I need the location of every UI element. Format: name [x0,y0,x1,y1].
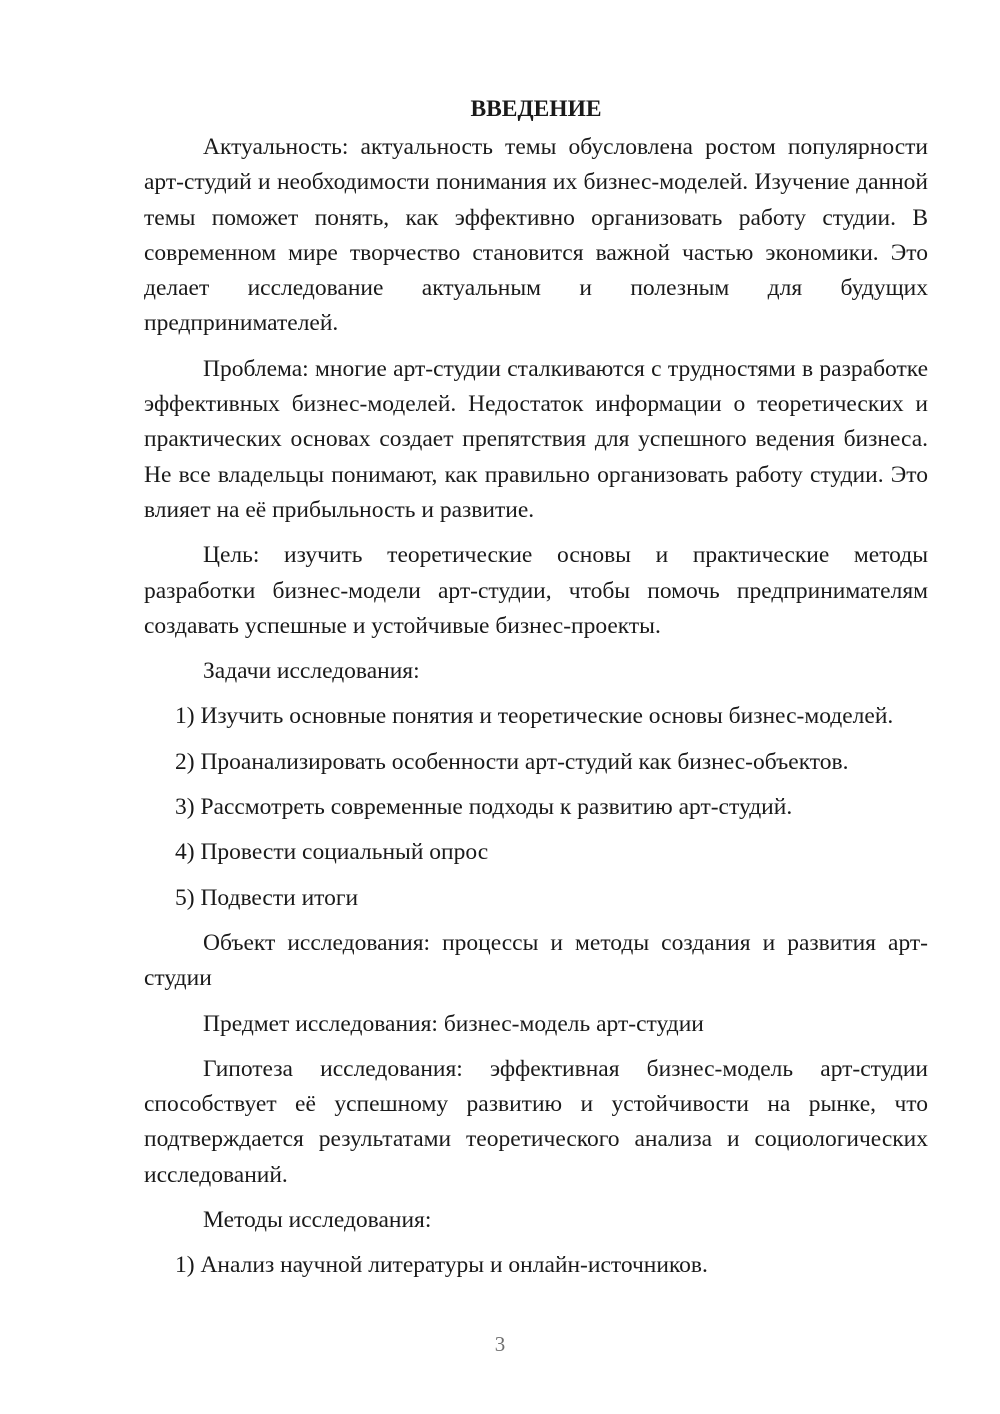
goal-paragraph: Цель: изучить теоретические основы и практические методы разработки бизнес-модели арт-студии, чтобы помочь предпринимателям создавать успешные и устойчивые бизнес-проекты. [144,542,928,639]
task-item-5: 5) Подвести итоги [175,884,359,911]
methods-title: Методы исследования: [203,1207,432,1234]
subject-paragraph: Предмет исследования: бизнес-модель арт-студии [203,1010,704,1037]
task-item-2: 2) Проанализировать особенности арт-студий как бизнес-объектов. [175,748,849,775]
page-number: 3 [494,1332,506,1356]
problem-paragraph: Проблема: многие арт-студии сталкиваются с трудностями в разработке эффективных бизнес-моделей. Недостаток информации о теоретических и практических основах создает препятствия для успешного ведения бизнеса. Не все владельцы понимают, как правильно организовать работу студии. Это влияет на её прибыльность и развитие. [144,355,928,523]
method-item-1: 1) Анализ научной литературы и онлайн-источников. [175,1252,708,1279]
section-heading: ВВЕДЕНИЕ [470,96,602,122]
object-paragraph: Объект исследования: процессы и методы создания и развития арт-студии [144,929,928,992]
task-item-3: 3) Рассмотреть современные подходы к развитию арт-студий. [175,794,793,821]
document-page [144,92,928,1294]
hypothesis-paragraph: Гипотеза исследования: эффективная бизнес-модель арт-студии способствует её успешному развитию и устойчивости на рынке, что подтверждается результатами теоретического анализа и социологических исследований. [144,1055,928,1188]
relevance-paragraph: Актуальность: актуальность темы обусловлена ростом популярности арт-студий и необходимости понимания их бизнес-моделей. Изучение данной темы поможет понять, как эффективно организовать работу студии. В современном мире творчество становится важной частью экономики. Это делает исследование актуальным и полезным для будущих предпринимателей. [144,134,928,337]
task-item-1: 1) Изучить основные понятия и теоретические основы бизнес-моделей. [175,703,894,730]
tasks-title: Задачи исследования: [203,658,420,685]
task-item-4: 4) Провести социальный опрос [175,839,489,866]
